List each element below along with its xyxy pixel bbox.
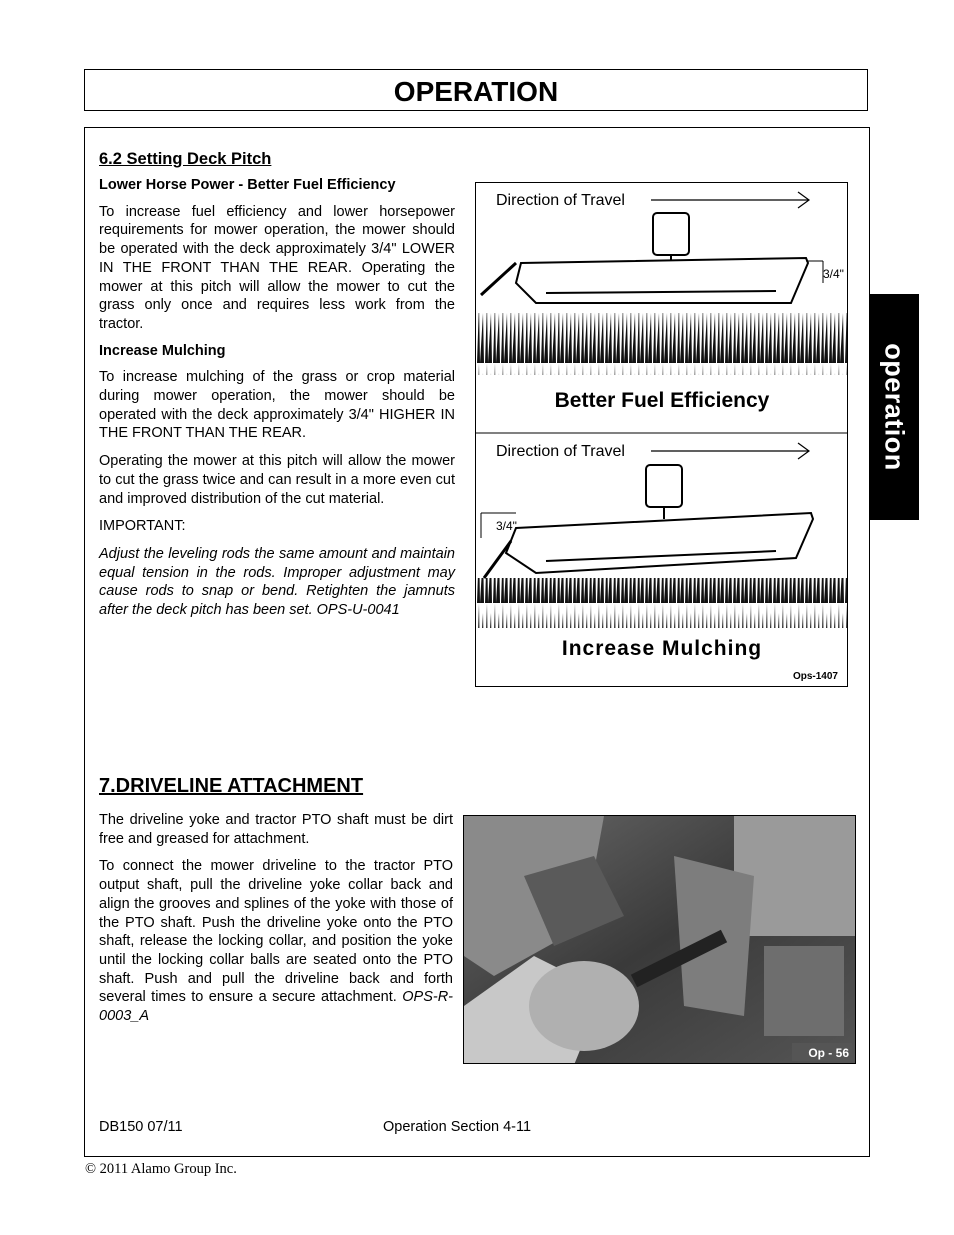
driveline-photo: [463, 815, 856, 1064]
photo-code: Op - 56: [808, 1046, 849, 1060]
paragraph-fuel-efficiency: To increase fuel efficiency and lower horsepower requirements for mower operation, the mower should be operated with the deck approximately 3/4" LOWER IN THE FRONT THAN THE REAR. Operating the mower at this pitch will allow the mower to cut the grass only once and requires less work from the tractor.: [99, 203, 455, 332]
important-label: IMPORTANT:: [99, 518, 186, 535]
top-direction-label: Direction of Travel: [496, 192, 625, 209]
paragraph-mulching: To increase mulching of the grass or crop material during mower operation, the mower should be operated with the deck approximately 3/4" HIGHER IN THE FRONT THAN THE REAR.: [99, 369, 455, 442]
driveline-photo-image: [464, 816, 856, 1064]
side-tab-label: operation: [879, 343, 910, 471]
top-caption: Better Fuel Efficiency: [554, 389, 770, 412]
page-header: OPERATION: [84, 69, 868, 111]
bottom-direction-label: Direction of Travel: [496, 443, 625, 460]
section-7-title: 7.DRIVELINE ATTACHMENT: [99, 775, 364, 797]
driveline-connect-text: To connect the mower driveline to the tractor PTO output shaft, pull the driveline yoke collar back and align the grooves and splines of the yoke with those of the PTO shaft. Push the driveline yoke onto the PTO shaft, release the locking collar, and position the yoke until the locking collar balls are seated onto the PTO shaft. Push and pull the driveline back and forth several times to ensure a secure attachment.: [99, 858, 453, 1006]
bottom-caption: Increase Mulching: [561, 637, 763, 660]
side-tab: [869, 294, 919, 520]
paragraph-driveline-clean: The driveline yoke and tractor PTO shaft must be dirt free and greased for attachment.: [99, 812, 453, 847]
paragraph-mulching-result: Operating the mower at this pitch will allow the mower to cut the grass twice and can result in a more even cut and improved distribution of the cut material.: [99, 453, 455, 507]
top-measure-label: 3/4": [823, 267, 844, 281]
footer-section: Operation Section 4-11: [383, 1119, 532, 1135]
footer-copyright: © 2011 Alamo Group Inc.: [85, 1161, 237, 1177]
warning-text: Adjust the leveling rods the same amount and maintain equal tension in the rods. Improper adjustment may cause rods to snap or bend. Retighten the jamnuts after the deck pitch has been set. OPS-U-0041: [99, 545, 455, 619]
footer-model: DB150 07/11: [99, 1119, 183, 1135]
subheading-mulching: Increase Mulching: [99, 342, 226, 359]
driveline-connect-code: OPS-R-0003_A: [99, 989, 454, 1025]
subheading-fuel-efficiency: Lower Horse Power - Better Fuel Efficiency: [99, 177, 396, 193]
section-7-body: [99, 811, 453, 1026]
section-6-2-body: [99, 176, 455, 620]
figure-code: Ops-1407: [792, 671, 838, 682]
section-6-2-title: 6.2 Setting Deck Pitch: [99, 150, 272, 168]
paragraph-driveline-connect: [99, 857, 453, 1025]
deck-pitch-illustration: [476, 183, 848, 687]
deck-pitch-figure: [475, 182, 848, 687]
bottom-measure-label: 3/4": [496, 519, 517, 533]
